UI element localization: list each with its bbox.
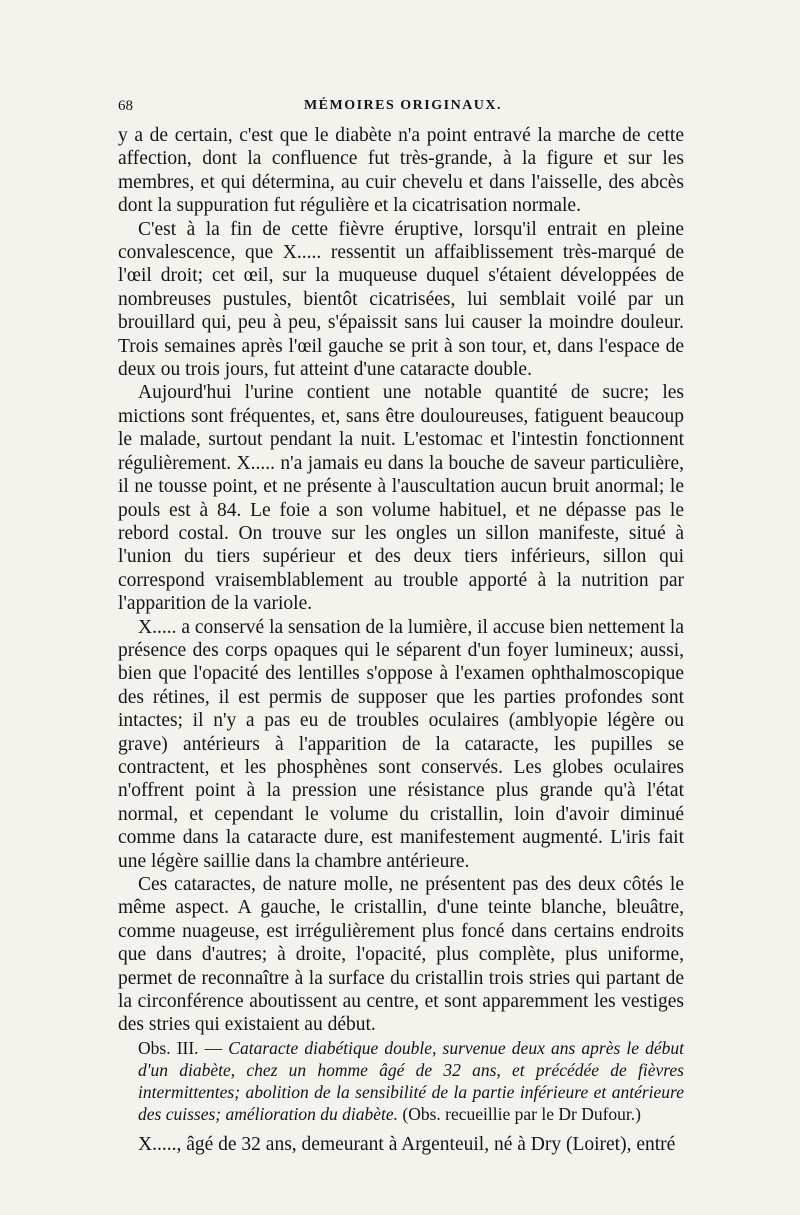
- paragraph: X....., âgé de 32 ans, demeurant à Argenteuil, né à Dry (Loiret), entré: [138, 1133, 676, 1155]
- paragraph: C'est à la fin de cette fièvre éruptive, lorsqu'il entrait en pleine convalescence, que X..... ressentit un affaiblissement très-marqué de l'œil droit; cet œil, sur la muqueuse duquel s'étaient développées de nombreuses pustules, bientôt cicatrisées, lui semblait voilé par un brouillard qui, peu à peu, s'épaissit sans lui causer la moindre douleur. Trois semaines après l'œil gauche se prit à son tour, et, dans l'espace de deux ou trois jours, fut atteint d'une cataracte double.: [118, 218, 684, 381]
- observation-source: (Obs. recueillie par le Dr Dufour.): [402, 1103, 641, 1124]
- observation-heading: [118, 1037, 684, 1125]
- body-text: [118, 124, 684, 1156]
- page-number: 68: [118, 98, 133, 114]
- paragraph: X..... a conservé la sensation de la lumière, il accuse bien nettement la présence des corps opaques qui le séparent d'un foyer lumineux; aussi, bien que l'opacité des lentilles s'oppose à l'examen ophthalmoscopique des rétines, il est permis de supposer que les parties profondes sont intactes; il n'y a pas eu de troubles oculaires (amblyopie légère ou grave) antérieurs à l'apparition de la cataracte, les pupilles se contractent, et les phosphènes sont conservés. Les globes oculaires n'offrent point à la pression une résistance plus grande qu'à l'état normal, et cependant le volume du cristallin, loin d'avoir diminué comme dans la cataracte dure, est manifestement augmenté. L'iris fait une légère saillie dans la chambre antérieure.: [118, 616, 684, 872]
- observation-title: Cataracte diabétique double, survenue deux ans après le début d'un diabète, chez un homme âgé de 32 ans, et précédée de fièvres intermittentes; abolition de la sensibilité de la partie inférieure et antérieure des cuisses; amélioration du diabète.: [138, 1037, 685, 1124]
- paragraph: y a de certain, c'est que le diabète n'a point entravé la marche de cette affection, dont la confluence fut très-grande, à la figure et sur les membres, et qui détermina, au cuir chevelu et dans l'aisselle, des abcès dont la suppuration fut régulière et la cicatrisation normale.: [118, 125, 684, 217]
- paragraph: Aujourd'hui l'urine contient une notable quantité de sucre; les mictions sont fréquentes, et, sans être douloureuses, fatiguent beaucoup le malade, surtout pendant la nuit. L'estomac et l'intestin fonctionnent régulièrement. X..... n'a jamais eu dans la bouche de saveur particulière, il ne tousse point, et ne présente à l'auscultation aucun bruit anormal; le pouls est à 84. Le foie a son volume habituel, et ne dépasse pas le rebord costal. On trouve sur les ongles un sillon manifeste, situé à l'union du tiers supérieur et des deux tiers inférieurs, sillon qui correspond vraisemblablement au trouble apporté à la nutrition par l'apparition de la variole.: [118, 382, 684, 615]
- paragraph: Ces cataractes, de nature molle, ne présentent pas des deux côtés le même aspect. A gauche, le cristallin, d'une teinte blanche, bleuâtre, comme nuageuse, est irrégulièrement plus foncé dans certains endroits que dans d'autres; à droite, l'opacité, plus complète, plus uniforme, permet de reconnaître à la surface du cristallin trois stries qui partant de la circonférence aboutissent au centre, et sont apparemment les vestiges des stries qui existaient au début.: [118, 874, 684, 1036]
- running-title: MÉMOIRES ORIGINAUX.: [303, 98, 503, 113]
- observation-label: Obs. III. —: [138, 1037, 223, 1058]
- page-header: [118, 98, 688, 122]
